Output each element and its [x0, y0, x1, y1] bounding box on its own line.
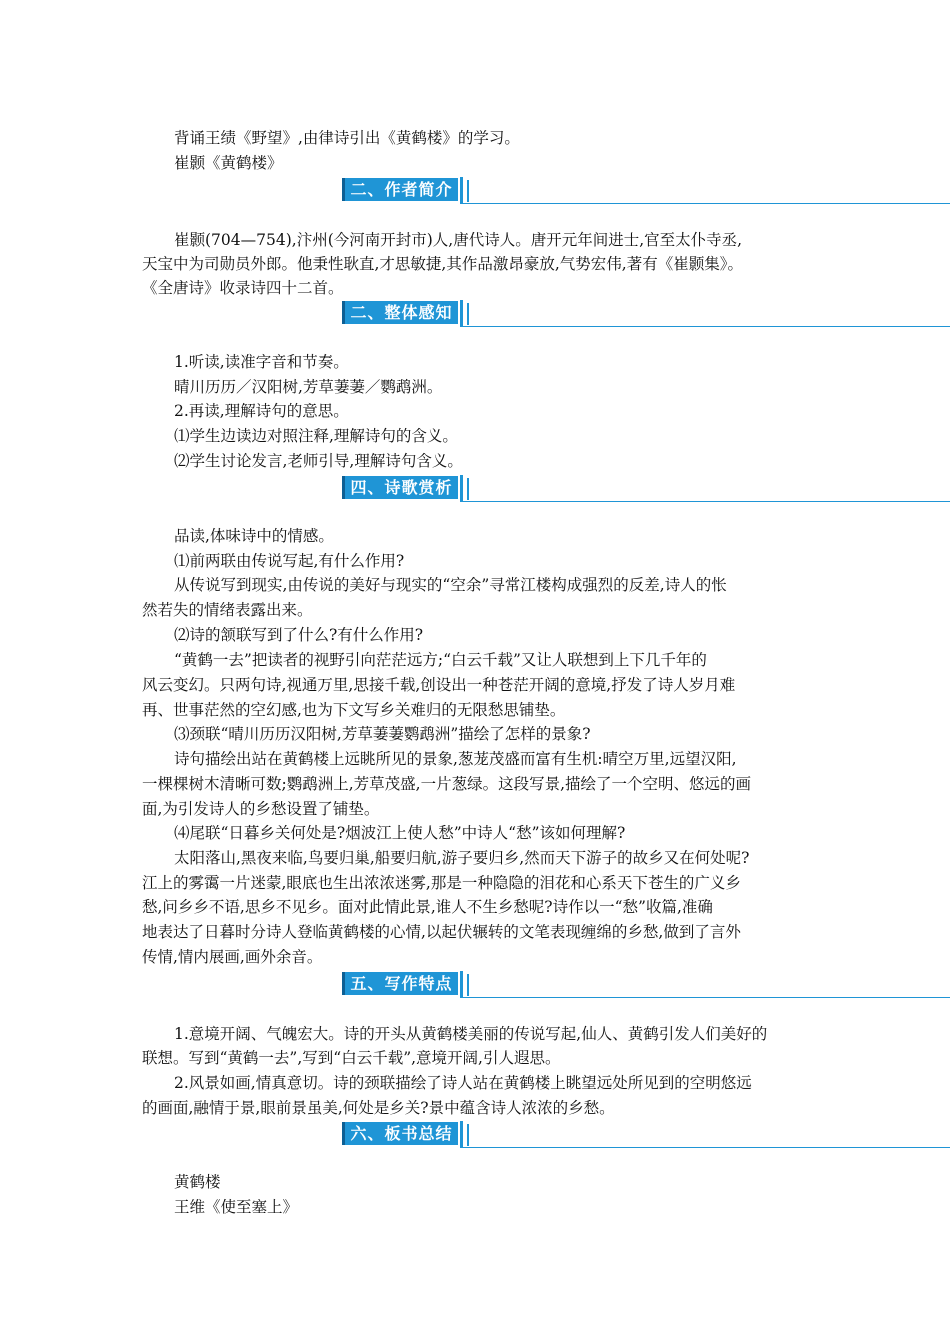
- section-heading-overall: [340, 300, 640, 334]
- heading-rule: [460, 1147, 950, 1148]
- paragraph-line: 诗句描绘出站在黄鹤楼上远眺所见的景象,葱茏茂盛而富有生机:晴空万里,远望汉阳,: [174, 750, 737, 768]
- paragraph-line: “黄鹤一去”把读者的视野引向茫茫远方;“白云千载”又让人联想到上下几千年的: [174, 651, 707, 669]
- heading-bar: [460, 971, 463, 998]
- section-heading-analysis: [340, 475, 640, 509]
- paragraph-line: 品读,体味诗中的情感。: [174, 527, 334, 545]
- paragraph-line: ⑵诗的颔联写到了什么?有什么作用?: [174, 626, 424, 644]
- heading-bar: [467, 180, 469, 202]
- paragraph-line: 崔颢(704—754),汴州(今河南开封市)人,唐代诗人。唐开元年间进士,官至太仆寺丞,: [174, 231, 743, 249]
- heading-rule: [460, 501, 950, 502]
- paragraph-line: 联想。写到“黄鹤一去”,写到“白云千载”,意境开阔,引人遐思。: [142, 1049, 561, 1067]
- heading-label: 六、板书总结: [342, 1122, 458, 1145]
- paragraph-line: 1.听读,读准字音和节奏。: [174, 353, 349, 371]
- board-line: 黄鹤楼: [174, 1173, 221, 1191]
- paragraph-line: ⑷尾联“日暮乡关何处是?烟波江上使人愁”中诗人“愁”该如何理解?: [174, 824, 626, 842]
- section-heading-board: [340, 1121, 640, 1155]
- heading-bar: [460, 300, 463, 327]
- paragraph-line: ⑵学生讨论发言,老师引导,理解诗句含义。: [174, 452, 463, 470]
- heading-label: 四、诗歌赏析: [342, 476, 458, 499]
- heading-bar: [460, 177, 463, 204]
- heading-rule: [460, 203, 950, 204]
- paragraph-line: 从传说写到现实,由传说的美好与现实的“空余”寻常江楼构成强烈的反差,诗人的怅: [174, 576, 727, 594]
- paragraph-line: 2.风景如画,情真意切。诗的颈联描绘了诗人站在黄鹤楼上眺望远处所见到的空明悠远: [174, 1074, 752, 1092]
- paragraph-line: 江上的雾霭一片迷蒙,眼底也生出浓浓迷雾,那是一种隐隐的泪花和心系天下苍生的广义乡: [142, 874, 741, 892]
- board-line: 王维《使至塞上》: [174, 1198, 299, 1216]
- paragraph-line: 一棵棵树木清晰可数;鹦鹉洲上,芳草茂盛,一片葱绿。这段写景,描绘了一个空明、悠远的画: [142, 775, 752, 793]
- heading-bar: [460, 1121, 463, 1148]
- paragraph-line: 然若失的情绪表露出来。: [142, 601, 313, 619]
- paragraph-line: 天宝中为司勋员外郎。他秉性耿直,才思敏捷,其作品激昂豪放,气势宏伟,著有《崔颢集》。: [142, 255, 743, 273]
- section-heading-features: [340, 971, 640, 1005]
- intro-line: 背诵王绩《野望》,由律诗引出《黄鹤楼》的学习。: [174, 129, 520, 147]
- paragraph-line: 1.意境开阔、气魄宏大。诗的开头从黄鹤楼美丽的传说写起,仙人、黄鹤引发人们美好的: [174, 1025, 768, 1043]
- paragraph-line: 风云变幻。只两句诗,视通万里,思接千载,创设出一种苍茫开阔的意境,抒发了诗人岁月难: [142, 676, 736, 694]
- heading-rule: [460, 326, 950, 327]
- paragraph-line: 面,为引发诗人的乡愁设置了铺垫。: [142, 800, 380, 818]
- paragraph-line: 晴川历历／汉阳树,芳草萋萋／鹦鹉洲。: [174, 378, 443, 396]
- paragraph-line: 愁,问乡乡不语,思乡不见乡。面对此情此景,谁人不生乡愁呢?诗作以一“愁”收篇,准确: [142, 898, 713, 916]
- intro-line: 崔颢《黄鹤楼》: [174, 154, 283, 172]
- paragraph-line: 2.再读,理解诗句的意思。: [174, 402, 349, 420]
- paragraph-line: 《全唐诗》收录诗四十二首。: [142, 279, 344, 297]
- paragraph-line: ⑴学生边读边对照注释,理解诗句的含义。: [174, 427, 458, 445]
- paragraph-line: 太阳落山,黑夜来临,鸟要归巢,船要归航,游子要归乡,然而天下游子的故乡又在何处呢?: [174, 849, 750, 867]
- paragraph-line: ⑶颈联“晴川历历汉阳树,芳草萋萋鹦鹉洲”描绘了怎样的景象?: [174, 725, 591, 743]
- heading-bar: [467, 974, 469, 996]
- heading-label: 二、作者简介: [342, 178, 458, 201]
- heading-bar: [460, 475, 463, 502]
- heading-rule: [460, 997, 950, 998]
- section-heading-author: [340, 177, 640, 211]
- paragraph-line: 再、世事茫然的空幻感,也为下文写乡关难归的无限愁思铺垫。: [142, 701, 566, 719]
- paragraph-line: 的画面,融情于景,眼前景虽美,何处是乡关?景中蕴含诗人浓浓的乡愁。: [142, 1099, 615, 1117]
- paragraph-line: ⑴前两联由传说写起,有什么作用?: [174, 552, 405, 570]
- heading-bar: [467, 478, 469, 500]
- heading-bar: [467, 303, 469, 325]
- heading-bar: [467, 1124, 469, 1146]
- paragraph-line: 地表达了日暮时分诗人登临黄鹤楼的心情,以起伏辗转的文笔表现缠绵的乡愁,做到了言外: [142, 923, 741, 941]
- heading-label: 二、整体感知: [342, 301, 458, 324]
- heading-label: 五、写作特点: [342, 972, 458, 995]
- paragraph-line: 传情,情内展画,画外余音。: [142, 948, 323, 966]
